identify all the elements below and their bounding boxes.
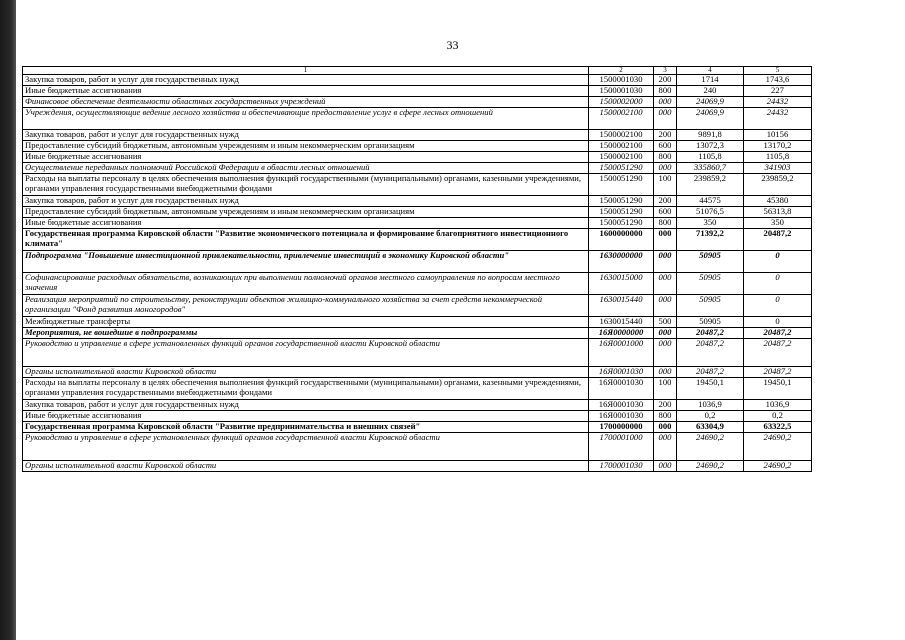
row-code-cell: 1500001030 [589,75,654,86]
row-name-cell: Иные бюджетные ассигнования [23,152,589,163]
row-type-cell: 800 [654,218,677,229]
row-name-cell: Органы исполнительной власти Кировской области [23,367,589,378]
table-row [23,163,812,174]
row-code-cell: 1630000000 [589,251,654,273]
header-col-name: 1 [23,67,589,75]
row-value-2-cell: 20487,2 [744,367,812,378]
row-value-2-cell: 24432 [744,108,812,130]
row-value-2-cell: 0 [744,317,812,328]
row-value-2-cell: 20487,2 [744,328,812,339]
row-type-cell: 000 [654,461,677,472]
row-value-1-cell: 24690,2 [677,461,744,472]
table-row [23,108,812,130]
row-code-cell: 16Я0000000 [589,328,654,339]
row-value-1-cell: 50905 [677,317,744,328]
table-row [23,422,812,433]
row-type-cell: 000 [654,163,677,174]
table-row [23,207,812,218]
header-col-type: 3 [654,67,677,75]
row-type-cell: 000 [654,367,677,378]
table-row [23,75,812,86]
row-type-cell: 600 [654,141,677,152]
row-value-1-cell: 1714 [677,75,744,86]
row-value-2-cell: 24690,2 [744,433,812,461]
row-code-cell: 1500002000 [589,97,654,108]
table-row [23,130,812,141]
row-code-cell: 1500051290 [589,207,654,218]
row-value-2-cell: 0,2 [744,411,812,422]
row-name-cell: Мероприятия, не вошедшие в подпрограммы [23,328,589,339]
table-body [23,75,812,472]
table-row [23,86,812,97]
row-value-2-cell: 0 [744,251,812,273]
row-value-1-cell: 44575 [677,196,744,207]
table-row [23,339,812,367]
row-value-1-cell: 24069,9 [677,108,744,130]
row-name-cell: Подпрограмма "Повышение инвестиционной привлекательности, привлечение инвестиций в экономику Кировской области" [23,251,589,273]
row-code-cell: 1500002100 [589,108,654,130]
row-name-cell: Расходы на выплаты персоналу в целях обеспечения выполнения функций государственными (муниципальными) органами, казенными учреждениями, органами управления государственными внебюджетными фондами [23,378,589,400]
row-value-2-cell: 239859,2 [744,174,812,196]
table-header-row [23,67,812,75]
header-col-value-2: 5 [744,67,812,75]
row-name-cell: Осуществление переданных полномочий Российской Федерации в области лесных отношений [23,163,589,174]
row-value-1-cell: 1036,9 [677,400,744,411]
row-value-1-cell: 240 [677,86,744,97]
table-row [23,251,812,273]
row-name-cell: Государственная программа Кировской области "Развитие экономического потенциала и формирование благоприятного инвестиционного климата" [23,229,589,251]
row-value-1-cell: 1105,8 [677,152,744,163]
row-value-1-cell: 50905 [677,295,744,317]
row-name-cell: Реализация мероприятий по строительству, реконструкции объектов жилищно-коммунального хозяйства за счет средств некоммерческой организации "Фонд развития моногородов" [23,295,589,317]
row-value-1-cell: 20487,2 [677,328,744,339]
row-type-cell: 500 [654,317,677,328]
row-value-2-cell: 1743,6 [744,75,812,86]
row-name-cell: Иные бюджетные ассигнования [23,411,589,422]
row-type-cell: 800 [654,86,677,97]
row-name-cell: Учреждения, осуществляющие ведение лесного хозяйства и обеспечивающие предоставление услуг в сфере лесных отношений [23,108,589,130]
row-value-2-cell: 45380 [744,196,812,207]
table-row [23,295,812,317]
row-code-cell: 1500051290 [589,174,654,196]
row-value-1-cell: 335860,7 [677,163,744,174]
page-number: 33 [446,38,459,52]
row-code-cell: 1700001000 [589,433,654,461]
row-name-cell: Органы исполнительной власти Кировской области [23,461,589,472]
row-type-cell: 000 [654,273,677,295]
row-type-cell: 000 [654,339,677,367]
row-type-cell: 000 [654,422,677,433]
row-type-cell: 200 [654,400,677,411]
table-row [23,317,812,328]
row-type-cell: 100 [654,174,677,196]
row-name-cell: Финансовое обеспечение деятельности областных государственных учреждений [23,97,589,108]
table-row [23,461,812,472]
table-row [23,433,812,461]
row-type-cell: 000 [654,328,677,339]
row-type-cell: 200 [654,196,677,207]
row-type-cell: 600 [654,207,677,218]
row-name-cell: Руководство и управление в сфере установленных функций органов государственной власти Кировской области [23,339,589,367]
row-value-2-cell: 13170,2 [744,141,812,152]
row-name-cell: Руководство и управление в сфере установленных функций органов государственной власти Кировской области [23,433,589,461]
table-row [23,97,812,108]
row-value-2-cell: 24432 [744,97,812,108]
table-row [23,141,812,152]
row-code-cell: 1630015440 [589,317,654,328]
row-code-cell: 1600000000 [589,229,654,251]
row-code-cell: 1500002100 [589,141,654,152]
row-value-2-cell: 1036,9 [744,400,812,411]
row-value-2-cell: 350 [744,218,812,229]
row-name-cell: Межбюджетные трансферты [23,317,589,328]
row-type-cell: 000 [654,108,677,130]
row-type-cell: 000 [654,251,677,273]
row-type-cell: 200 [654,130,677,141]
row-value-2-cell: 0 [744,295,812,317]
table-row [23,273,812,295]
row-code-cell: 1500051290 [589,196,654,207]
row-name-cell: Софинансирование расходных обязательств, возникающих при выполнении полномочий органов местного самоуправления по вопросам местного значения [23,273,589,295]
row-type-cell: 000 [654,97,677,108]
row-code-cell: 1700001030 [589,461,654,472]
row-value-2-cell: 10156 [744,130,812,141]
row-type-cell: 000 [654,295,677,317]
row-name-cell: Закупка товаров, работ и услуг для государственных нужд [23,75,589,86]
row-type-cell: 000 [654,433,677,461]
row-value-1-cell: 50905 [677,273,744,295]
table-row [23,400,812,411]
row-value-2-cell: 341903 [744,163,812,174]
header-col-value-1: 4 [677,67,744,75]
row-value-1-cell: 13072,3 [677,141,744,152]
row-value-2-cell: 63322,5 [744,422,812,433]
table-row [23,196,812,207]
row-value-2-cell: 20487,2 [744,229,812,251]
row-value-2-cell: 1105,8 [744,152,812,163]
budget-table [22,66,812,472]
table-row [23,328,812,339]
row-value-1-cell: 0,2 [677,411,744,422]
table-row [23,229,812,251]
table-row [23,378,812,400]
row-code-cell: 16Я0001030 [589,400,654,411]
row-value-2-cell: 0 [744,273,812,295]
row-value-1-cell: 19450,1 [677,378,744,400]
row-type-cell: 800 [654,152,677,163]
row-code-cell: 1630015440 [589,295,654,317]
row-value-1-cell: 350 [677,218,744,229]
row-value-1-cell: 63304,9 [677,422,744,433]
scan-edge-shadow [0,0,16,640]
row-name-cell: Предоставление субсидий бюджетным, автономным учреждениям и иным некоммерческим организациям [23,207,589,218]
row-name-cell: Иные бюджетные ассигнования [23,86,589,97]
row-name-cell: Закупка товаров, работ и услуг для государственных нужд [23,400,589,411]
table-row [23,411,812,422]
row-value-1-cell: 239859,2 [677,174,744,196]
row-type-cell: 000 [654,229,677,251]
row-value-1-cell: 71392,2 [677,229,744,251]
row-value-1-cell: 50905 [677,251,744,273]
row-value-1-cell: 24690,2 [677,433,744,461]
row-value-1-cell: 20487,2 [677,367,744,378]
row-code-cell: 16Я0001030 [589,378,654,400]
table-row [23,152,812,163]
row-name-cell: Государственная программа Кировской области "Развитие предпринимательства и внешних связей" [23,422,589,433]
header-col-code: 2 [589,67,654,75]
table-row [23,367,812,378]
row-value-1-cell: 20487,2 [677,339,744,367]
row-code-cell: 1500051290 [589,163,654,174]
row-name-cell: Расходы на выплаты персоналу в целях обеспечения выполнения функций государственными (муниципальными) органами, казенными учреждениями, органами управления государственными внебюджетными фондами [23,174,589,196]
row-value-1-cell: 24069,9 [677,97,744,108]
row-type-cell: 800 [654,411,677,422]
row-value-2-cell: 19450,1 [744,378,812,400]
row-value-1-cell: 9891,8 [677,130,744,141]
row-value-2-cell: 227 [744,86,812,97]
row-value-2-cell: 24690,2 [744,461,812,472]
row-code-cell: 1500001030 [589,86,654,97]
row-name-cell: Закупка товаров, работ и услуг для государственных нужд [23,130,589,141]
row-value-2-cell: 56313,8 [744,207,812,218]
row-type-cell: 100 [654,378,677,400]
row-code-cell: 16Я0001030 [589,411,654,422]
row-name-cell: Закупка товаров, работ и услуг для государственных нужд [23,196,589,207]
row-name-cell: Предоставление субсидий бюджетным, автономным учреждениям и иным некоммерческим организациям [23,141,589,152]
table-row [23,218,812,229]
row-code-cell: 1500002100 [589,152,654,163]
row-type-cell: 200 [654,75,677,86]
row-code-cell: 1500051290 [589,218,654,229]
table-row [23,174,812,196]
row-code-cell: 1500002100 [589,130,654,141]
row-value-1-cell: 51076,5 [677,207,744,218]
row-code-cell: 16Я0001000 [589,339,654,367]
row-code-cell: 1630015000 [589,273,654,295]
row-code-cell: 1700000000 [589,422,654,433]
row-name-cell: Иные бюджетные ассигнования [23,218,589,229]
row-code-cell: 16Я0001030 [589,367,654,378]
row-value-2-cell: 20487,2 [744,339,812,367]
